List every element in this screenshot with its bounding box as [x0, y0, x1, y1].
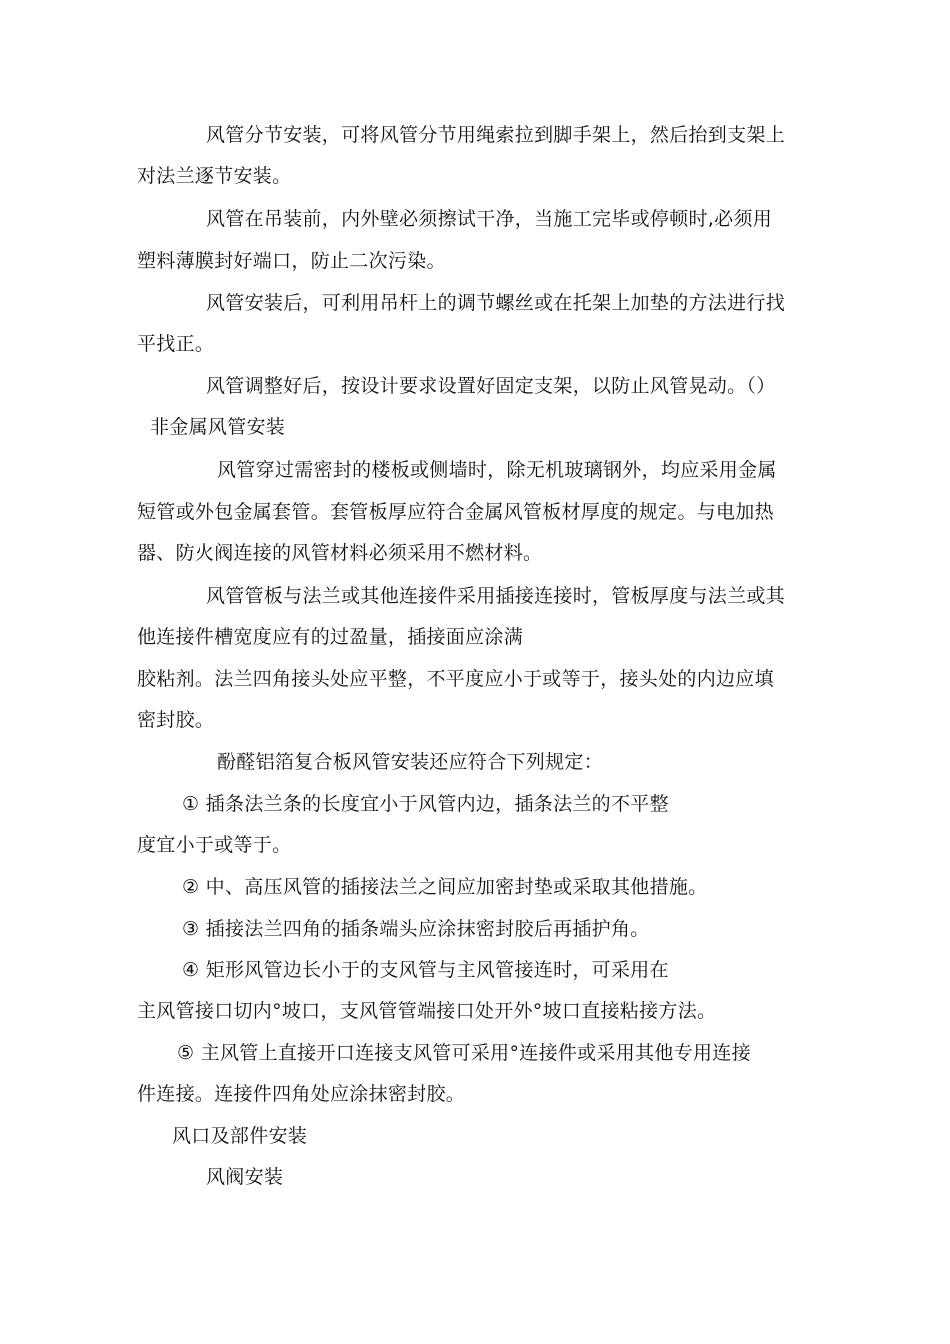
text-line: 短管或外包金属套管。套管板厚应符合金属风管板材厚度的规定。与电加热	[137, 501, 774, 523]
list-item: ① 插条法兰条的长度宜小于风管内边，插条法兰的不平整	[182, 793, 669, 815]
section-heading: 非金属风管安装	[150, 416, 286, 438]
text-line: 风管安装后，可利用吊杆上的调节螺丝或在托架上加垫的方法进行找	[206, 292, 786, 314]
text-line: 风管调整好后，按设计要求设置好固定支架，以防止风管晃动。（）	[206, 375, 776, 397]
text-line: 塑料薄膜封好端口，防止二次污染。	[137, 250, 446, 272]
text-line: 风管在吊装前，内外壁必须擦试干净，当施工完毕或停顿时,必须用	[206, 208, 773, 230]
text-line: 对法兰逐节安装。	[137, 165, 292, 187]
text-line: 主风管接口切内°坡口，支风管管端接口处开外°坡口直接粘接方法。	[137, 1000, 717, 1022]
list-item: ④ 矩形风管边长小于的支风管与主风管接连时，可采用在	[182, 959, 669, 981]
text-line: 件连接。连接件四角处应涂抹密封胶。	[137, 1083, 466, 1105]
text-line: 胶粘剂。法兰四角接头处应平整，不平度应小于或等于，接头处的内边应填	[137, 668, 774, 690]
list-item: ② 中、高压风管的插接法兰之间应加密封垫或采取其他措施。	[182, 876, 708, 898]
text-line: 风管穿过需密封的楼板或侧墙时，除无机玻璃钢外，均应采用金属	[217, 459, 777, 481]
text-line: 他连接件槽宽度应有的过盈量，插接面应涂满	[137, 626, 524, 648]
text-line: 器、防火阀连接的风管材料必须采用不燃材料。	[137, 542, 543, 564]
text-line: 度宜小于或等于。	[137, 834, 292, 856]
text-line: 平找正。	[137, 333, 215, 355]
list-item: ⑤ 主风管上直接开口连接支风管可采用°连接件或采用其他专用连接	[177, 1042, 751, 1064]
text-line: 酚醛铝箔复合板风管安装还应符合下列规定：	[217, 751, 604, 773]
text-line: 风管分节安装，可将风管分节用绳索拉到脚手架上，然后抬到支架上	[206, 124, 786, 146]
section-heading: 风口及部件安装	[172, 1125, 308, 1147]
text-line: 风管管板与法兰或其他连接件采用插接连接时，管板厚度与法兰或其	[206, 585, 786, 607]
subsection-heading: 风阀安装	[206, 1166, 284, 1188]
list-item: ③ 插接法兰四角的插条端头应涂抹密封胶后再插护角。	[182, 918, 650, 940]
text-line: 密封胶。	[137, 709, 215, 731]
